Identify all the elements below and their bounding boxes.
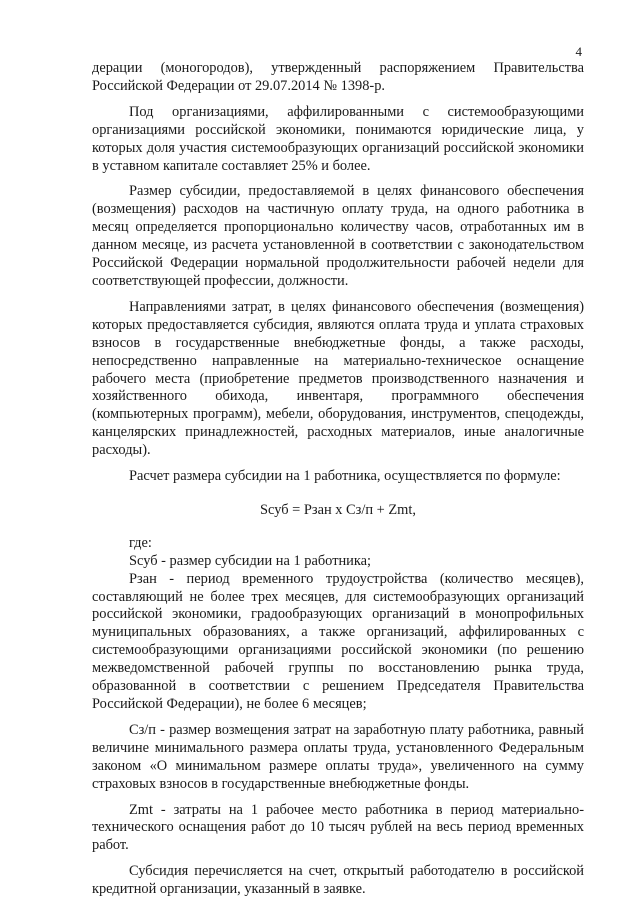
where-label: где: bbox=[129, 534, 152, 551]
paragraph-affiliated-organizations: Под организациями, аффилированными с системообразующими организациями российской экономики, понимаются юридические лица, у которых доля участия системообразующих организаций российской экономики в уставном капитале составляет 25% и более. bbox=[92, 103, 584, 174]
paragraph-subsidy-size: Размер субсидии, предоставляемой в целях финансового обеспечения (возмещения) расходов на частичную оплату труда, на одного работника в месяц определяется пропорционально количеству часов, отработанных им в данном месяце, из расчета установленной в соответствии с законодательством Российской Федерации нормальной продолжительности рабочей недели для соответствующей профессии, должности. bbox=[92, 183, 584, 289]
document-body bbox=[92, 60, 584, 899]
definition-s-zp: Сз/п - размер возмещения затрат на заработную плату работника, равный величине минимального размера оплаты труда, установленного Федеральным законом «О минимальном размере оплаты труда», увеличенного на сумму страховых взносов в государственные внебюджетные фонды. bbox=[92, 721, 584, 792]
paragraph-closing: Субсидия перечисляется на счет, открытый работодателю в российской кредитной организации, указанный в заявке. bbox=[92, 863, 584, 898]
definition-zmt: Zmt - затраты на 1 рабочее место работника в период материально-технического оснащения работ до 10 тысяч рублей на весь период временных работ. bbox=[92, 801, 584, 854]
paragraph-continuation: дерации (моногородов), утвержденный распоряжением Правительства Российской Федерации от 29.07.2014 № 1398-р. bbox=[92, 60, 584, 94]
subsidy-formula: Sсуб = Рзан х Сз/п + Zmt, bbox=[260, 501, 416, 518]
page-number: 4 bbox=[575, 44, 582, 59]
definition-s-sub: Sсуб - размер субсидии на 1 работника; bbox=[129, 552, 372, 569]
paragraph-expense-directions: Направлениями затрат, в целях финансового обеспечения (возмещения) которых предоставляется субсидия, являются оплата труда и уплата страховых взносов в государственные внебюджетные фонды, а также расходы, непосредственно направленные на материально-техническое оснащение рабочего места (приобретение предметов производственного назначения и хозяйственного обихода, инвентаря, программного обеспечения (компьютерных программ), мебели, оборудования, инструментов, спецодежды, канцелярских принадлежностей, расходных материалов, иные аналогичные расходы). bbox=[92, 298, 584, 459]
definition-r-zan: Рзан - период временного трудоустройства (количество месяцев), составляющий не более трех месяцев, для системообразующих организаций российской экономики, градообразующих организаций в монопрофильных муниципальных образованиях, а также организаций, аффилированных с системообразующими организациями российской экономики (по решению межведомственной рабочей группы по восстановлению рынка труда, образованной в соответствии с решением Председателя Правительства Российской Федерации), не более 6 месяцев; bbox=[92, 570, 584, 712]
paragraph-calculation-intro: Расчет размера субсидии на 1 работника, осуществляется по формуле: bbox=[129, 468, 561, 485]
